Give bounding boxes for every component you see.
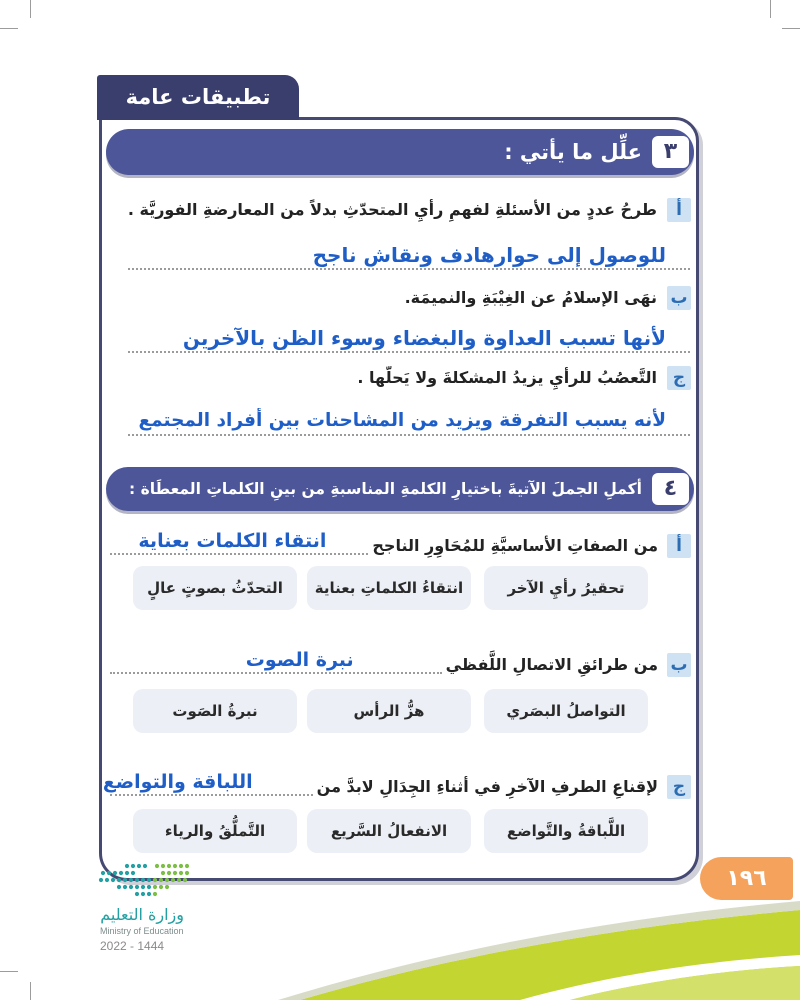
exercise-4-sentence-b — [110, 649, 658, 678]
item-label-a: أ — [667, 534, 691, 558]
crop-mark — [782, 28, 800, 29]
ministry-emblem-icon — [97, 862, 193, 898]
exercise-4-blank-c — [102, 771, 313, 796]
exercise-4a-option-1: تحقيرُ رأيِ الآخر — [484, 566, 648, 610]
exercise-4c-option-3: التَّملُّقُ والرياء — [133, 809, 297, 853]
exercise-3-question-c: التَّعصُبُ للرأيِ يزيدُ المشكلةَ ولا يَحلُّها . — [357, 368, 657, 387]
exercise-4-banner — [106, 467, 694, 511]
exercise-3-answer-c: لأنه يسبب التفرقة ويزيد من المشاحنات بين أفراد المجتمع — [138, 410, 666, 431]
ministry-name-english: Ministry of Education — [100, 926, 184, 936]
exercise-4-sentence-a — [110, 530, 658, 559]
exercise-4b-option-1: التواصلُ البصَري — [484, 689, 648, 733]
exercise-4-answer-a: انتقاء الكلمات بعناية — [138, 530, 327, 552]
exercise-3-answer-line-c — [128, 408, 690, 436]
exercise-3-answer-line-b — [128, 325, 690, 353]
exercise-4-question-b: من طرائقِ الاتصالِ اللَّفظي — [445, 655, 658, 674]
item-label-a: أ — [667, 198, 691, 222]
item-label-b: ب — [667, 653, 691, 677]
exercise-3-question-b: نهَى الإسلامُ عن الغِيْبَةِ والنميمَة. — [404, 288, 657, 307]
exercise-3-number: ٣ — [652, 136, 689, 168]
crop-mark — [30, 0, 31, 18]
item-label-b: ب — [667, 286, 691, 310]
exercise-4a-option-3: التحدّثُ بصوتٍ عالٍ — [133, 566, 297, 610]
exercise-4-blank-b — [110, 649, 442, 674]
exercise-3-answer-line-a — [128, 242, 690, 270]
exercise-4-question-c: لإقناعِ الطرفِ الآخرِ في أثناءِ الجِدَالِ لابدَّ من — [316, 777, 658, 796]
exercise-4-sentence-c — [102, 771, 658, 800]
section-tab-title: تطبيقات عامة — [97, 75, 299, 120]
exercise-3-title: علِّل ما يأتي : — [504, 140, 642, 164]
crop-mark — [0, 28, 18, 29]
page-number: ١٩٦ — [700, 857, 793, 900]
exercise-4b-option-2: هزُّ الرأس — [307, 689, 471, 733]
exercise-4b-option-3: نبرةُ الصَوت — [133, 689, 297, 733]
exercise-4-title: أكملِ الجملَ الآتيةَ باختيارِ الكلمةِ المناسبةِ من بينِ الكلماتِ المعطَاة : — [128, 480, 642, 498]
edition-year: 2022 - 1444 — [100, 939, 165, 953]
ministry-name-arabic: وزارة التعليم — [100, 905, 184, 924]
exercise-4-blank-a — [110, 530, 368, 555]
crop-mark — [770, 0, 771, 18]
exercise-4-answer-c: اللباقة والتواضع — [102, 771, 253, 793]
exercise-4-question-a: من الصفاتِ الأساسيَّةِ للمُحَاوِرِ الناجح — [372, 536, 658, 555]
exercise-3-question-a: طرحُ عددٍ من الأسئلةِ لفهمِ رأيِ المتحدّثِ بدلاً من المعارضةِ الفوريَّة . — [127, 200, 657, 219]
exercise-4c-option-1: اللَّباقةُ والتَّواضع — [484, 809, 648, 853]
exercise-4-number: ٤ — [652, 473, 689, 505]
exercise-3-banner — [106, 129, 694, 175]
exercise-4a-option-2: انتقاءُ الكلماتِ بعناية — [307, 566, 471, 610]
item-label-c: ج — [667, 775, 691, 799]
exercise-4-answer-b: نبرة الصوت — [245, 649, 354, 671]
exercise-3-answer-a: للوصول إلى حوارهادف ونقاش ناجح — [312, 243, 666, 267]
item-label-c: ج — [667, 366, 691, 390]
exercise-3-answer-b: لأنها تسبب العداوة والبغضاء وسوء الظن بالآخرين — [182, 326, 666, 350]
exercise-4c-option-2: الانفعالُ السَّريع — [307, 809, 471, 853]
